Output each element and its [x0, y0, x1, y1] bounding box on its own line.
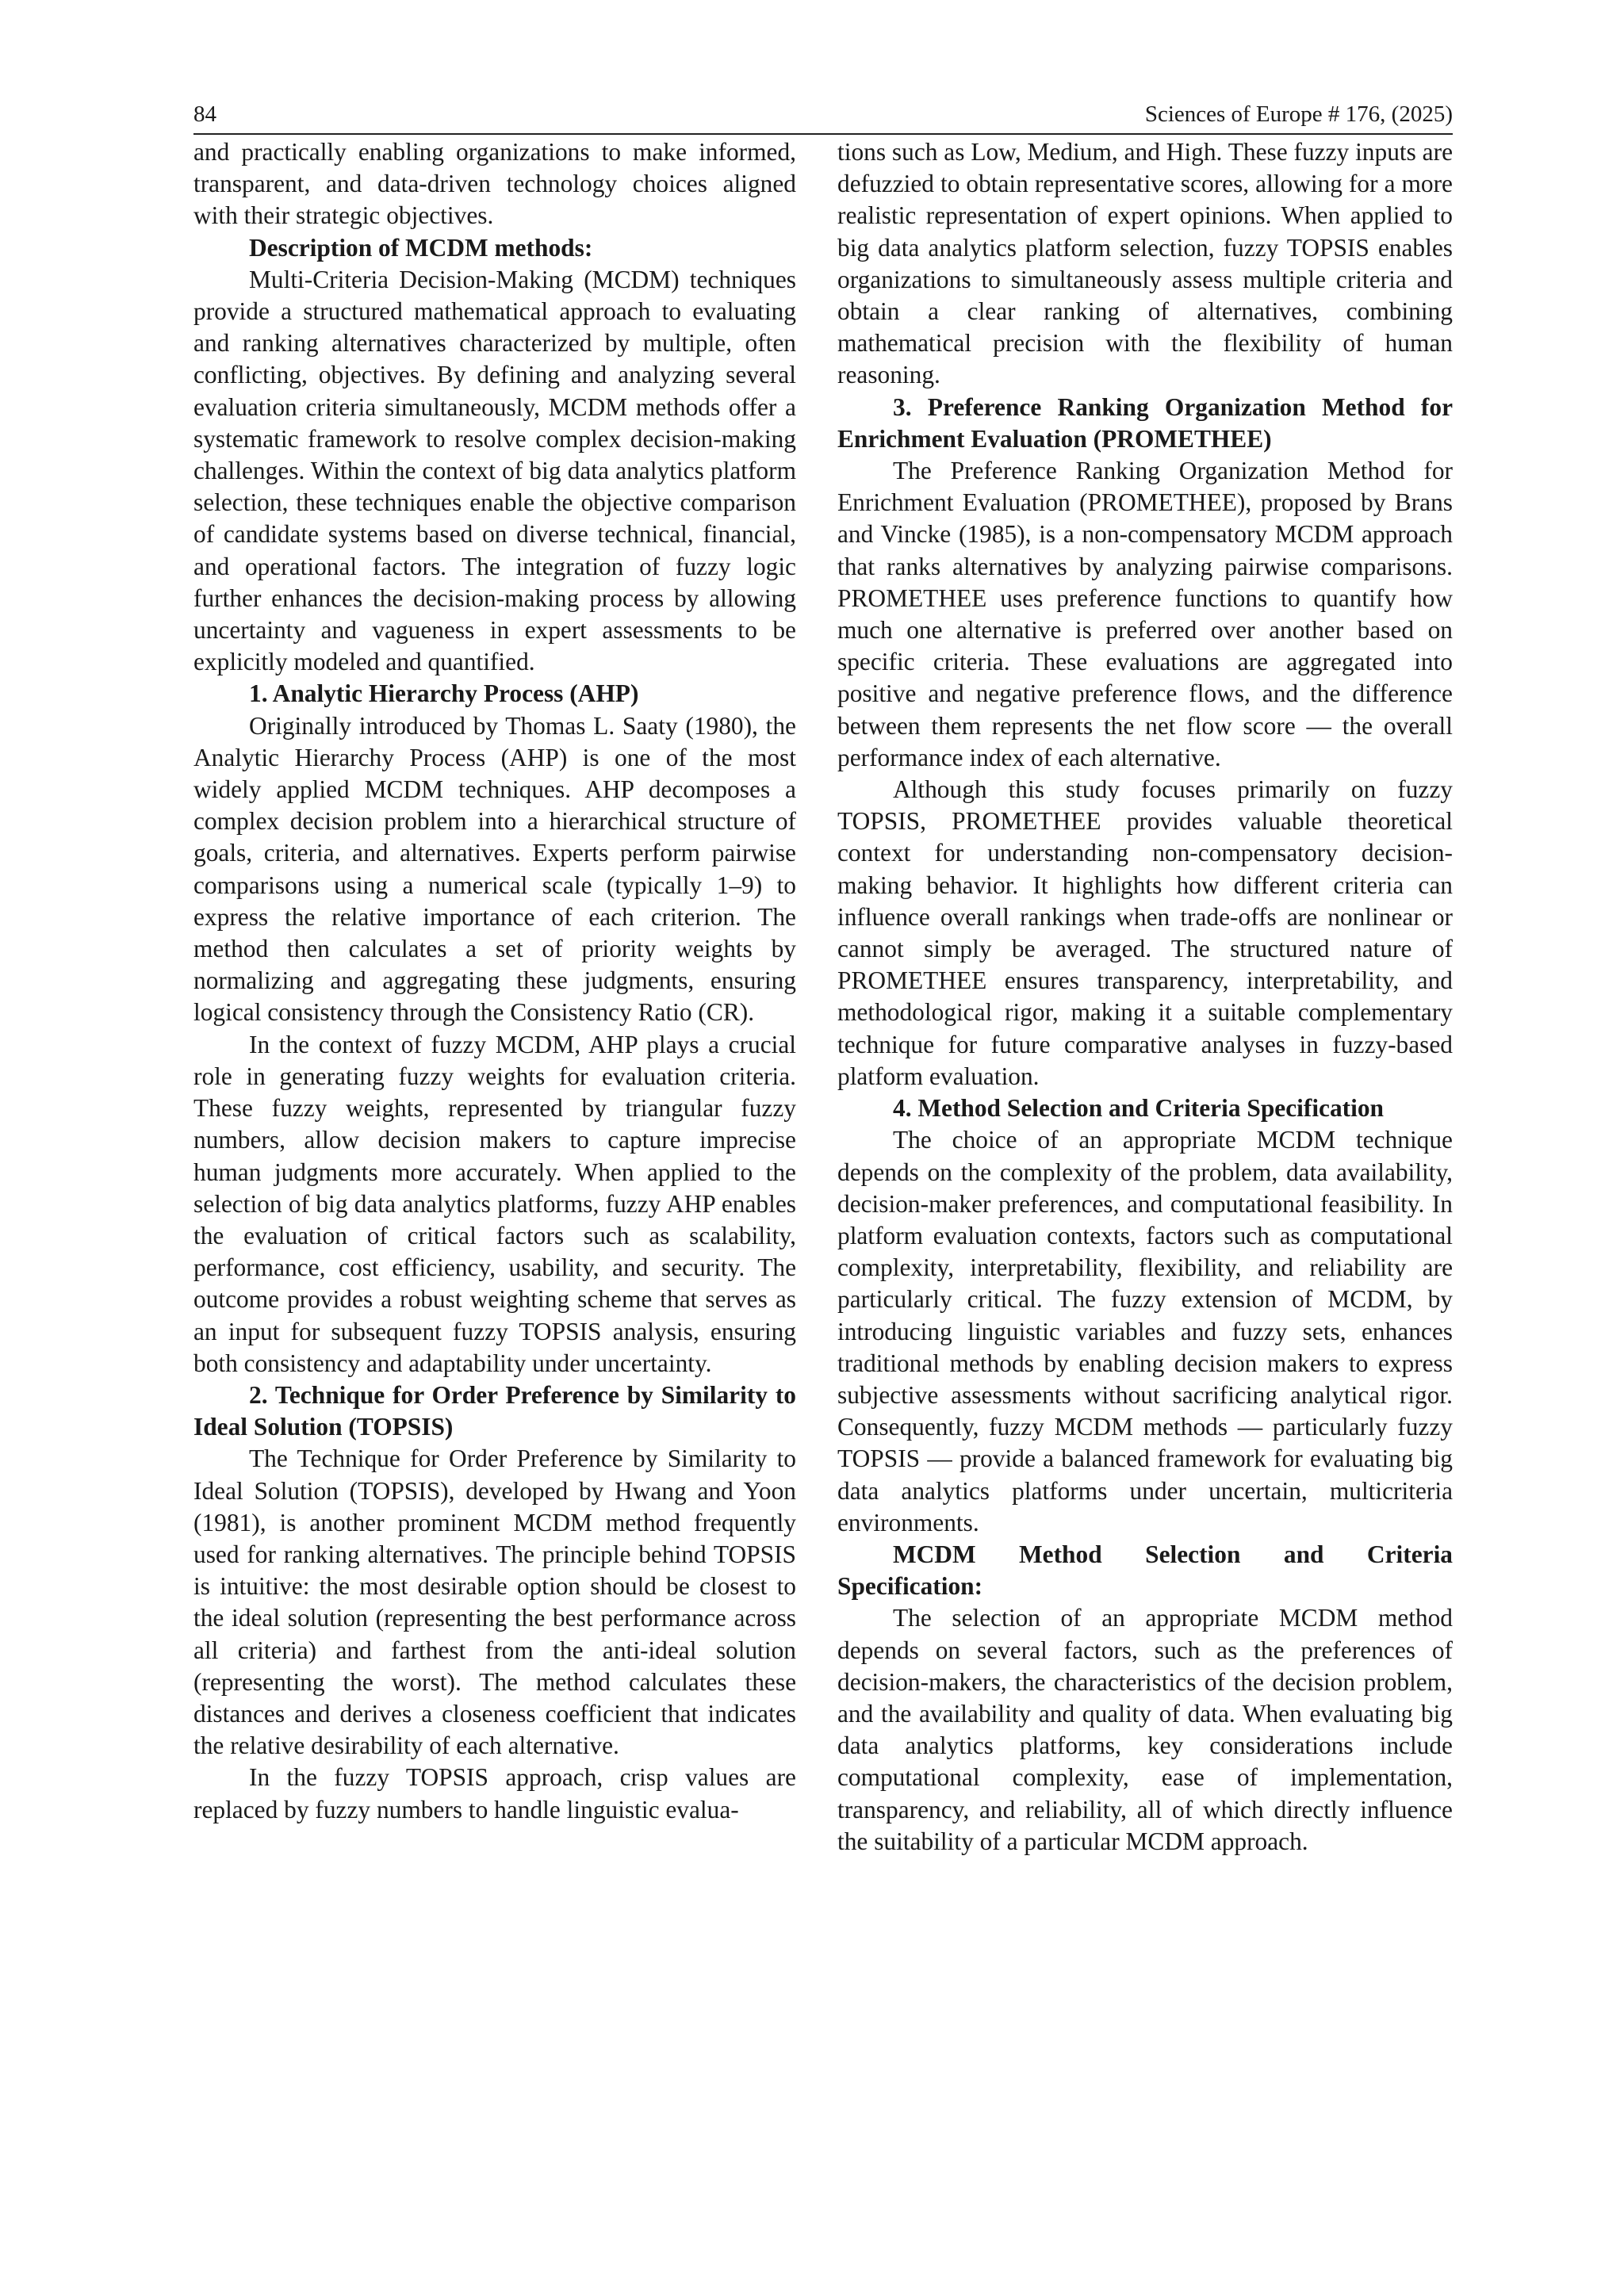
paragraph-topsis-continuation: tions such as Low, Medium, and High. These fuzzy inputs are defuzzied to obtain representative scores, allowing for a more realistic representation of expert opinions. When applied to big data analytics platform selection, fuzzy TOPSIS enables organizations to simultaneously assess multiple criteria and obtain a clear ranking of alternatives, combining mathematical precision with the flexibility of human reasoning.	[837, 138, 1453, 389]
paragraph-description-mcdm: Multi-Criteria Decision-Making (MCDM) techniques provide a structured mathematical approach to evaluating and ranking alternatives characterized by multiple, often conflicting, objectives. By defining and analyzing several evaluation criteria simultaneously, MCDM methods offer a systematic framework to resolve complex decision-making challenges. Within the context of big data analytics platform selection, these techniques enable the objective comparison of candidate systems based on diverse technical, financial, and operational factors. The integration of fuzzy logic further enhances the decision-making process by allowing uncertainty and vagueness in expert assessments to be explicitly modeled and quantified.	[193, 265, 796, 676]
heading-description-mcdm: Description of MCDM methods:	[249, 233, 593, 262]
page-number: 84	[193, 101, 216, 127]
paragraph-promethee-2: Although this study focuses primarily on fuzzy TOPSIS, PROMETHEE provides valuable theoretical context for understanding non-compensatory decision-making behavior. It highlights how different criteria can influence overall rankings when trade-offs are nonlinear or cannot simply be averaged. The structured nature of PROMETHEE ensures transparency, interpretability, and methodological rigor, making it a suitable complementary technique for future comparative analyses in fuzzy-based platform evaluation.	[837, 775, 1453, 1090]
paragraph-intro-continuation: and practically enabling organizations to make informed, transparent, and data-driven technology choices aligned with their strategic objectives.	[193, 138, 796, 230]
heading-promethee: 3. Preference Ranking Organization Method for Enrichment Evaluation (PROMETHEE)	[837, 392, 1453, 453]
paragraph-topsis-2: In the fuzzy TOPSIS approach, crisp values are replaced by fuzzy numbers to handle linguistic evalua-	[193, 1763, 796, 1823]
heading-mcdm-selection-criteria: MCDM Method Selection and Criteria Specification:	[837, 1540, 1453, 1601]
journal-reference: Sciences of Europe # 176, (2025)	[1144, 101, 1453, 127]
paragraph-promethee-1: The Preference Ranking Organization Method for Enrichment Evaluation (PROMETHEE), proposed by Brans and Vincke (1985), is a non-compensatory MCDM approach that ranks alternatives by analyzing pairwise comparisons. PROMETHEE uses preference functions to quantify how much one alternative is preferred over another based on specific criteria. These evaluations are aggregated into positive and negative preference flows, and the difference between them represents the net flow score — the overall performance index of each alternative.	[837, 457, 1453, 771]
paragraph-mcdm-selection-criteria: The selection of an appropriate MCDM method depends on several factors, such as the preferences of decision-makers, the characteristics of the decision problem, and the availability and quality of data. When evaluating big data analytics platforms, key considerations include computational complexity, ease of implementation, transparency, and reliability, all of which directly influence the suitability of a particular MCDM approach.	[837, 1604, 1453, 1855]
paragraph-ahp-2: In the context of fuzzy MCDM, AHP plays a crucial role in generating fuzzy weights for evaluation criteria. These fuzzy weights, represented by triangular fuzzy numbers, allow decision makers to capture imprecise human judgments more accurately. When applied to the selection of big data analytics platforms, fuzzy AHP enables the evaluation of critical factors such as scalability, performance, cost efficiency, usability, and security. The outcome provides a robust weighting scheme that serves as an input for subsequent fuzzy TOPSIS analysis, ensuring both consistency and adaptability under uncertainty.	[193, 1030, 796, 1377]
heading-ahp: 1. Analytic Hierarchy Process (AHP)	[249, 679, 639, 708]
left-column	[193, 136, 796, 1826]
paragraph-method-selection: The choice of an appropriate MCDM technique depends on the complexity of the problem, data availability, decision-maker preferences, and computational feasibility. In platform evaluation contexts, factors such as computational complexity, interpretability, flexibility, and reliability are particularly critical. The fuzzy extension of MCDM, by introducing linguistic variables and fuzzy sets, enhances traditional methods by enabling decision makers to express subjective assessments without sacrificing analytical rigor. Consequently, fuzzy MCDM methods — particularly fuzzy TOPSIS — provide a balanced framework for evaluating big data analytics platforms under uncertain, multicriteria environments.	[837, 1126, 1453, 1536]
page-header	[193, 95, 1453, 135]
right-column	[837, 136, 1453, 1858]
heading-topsis: 2. Technique for Order Preference by Similarity to Ideal Solution (TOPSIS)	[193, 1380, 796, 1441]
paragraph-ahp-1: Originally introduced by Thomas L. Saaty (1980), the Analytic Hierarchy Process (AHP) is one of the most widely applied MCDM techniques. AHP decomposes a complex decision problem into a hierarchical structure of goals, criteria, and alternatives. Experts perform pairwise comparisons using a numerical scale (typically 1–9) to express the relative importance of each criterion. The method then calculates a set of priority weights by normalizing and aggregating these judgments, ensuring logical consistency through the Consistency Ratio (CR).	[193, 711, 796, 1027]
paragraph-topsis-1: The Technique for Order Preference by Similarity to Ideal Solution (TOPSIS), developed by Hwang and Yoon (1981), is another prominent MCDM method frequently used for ranking alternatives. The principle behind TOPSIS is intuitive: the most desirable option should be closest to the ideal solution (representing the best performance across all criteria) and farthest from the anti-ideal solution (representing the worst). The method calculates these distances and derives a closeness coefficient that indicates the relative desirability of each alternative.	[193, 1445, 796, 1760]
heading-method-selection: 4. Method Selection and Criteria Specification	[893, 1094, 1385, 1123]
